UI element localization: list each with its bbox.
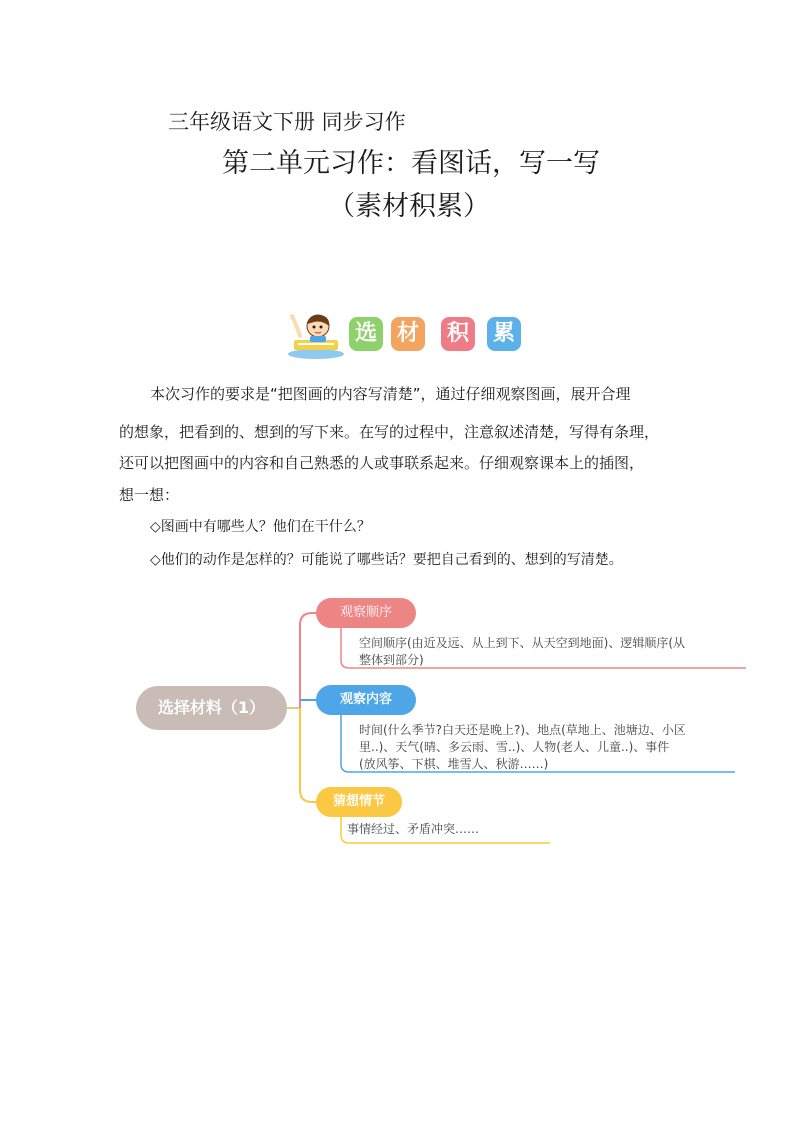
branch-observe-order-detail xyxy=(359,635,739,669)
branch-observe-content: 观察内容 xyxy=(316,685,416,715)
mindmap-root: 选择材料（1） xyxy=(136,686,287,730)
doc-subtitle: （素材积累） xyxy=(328,191,490,222)
banner-char-4: 累 xyxy=(487,317,521,351)
bullet-question-1: ◇图画中有哪些人？他们在干什么？ xyxy=(150,519,371,535)
paragraph-line-4: 想一想： xyxy=(119,486,180,504)
banner-char-3: 积 xyxy=(441,317,475,351)
branch-observe-content-detail xyxy=(359,722,731,773)
paragraph-line-2: 的想象，把看到的、想到的写下来。在写的过程中，注意叙述清楚，写得有条理， xyxy=(119,423,660,441)
leaf-line: 里..)、天气(晴、多云雨、雪..)、人物(老人、儿童..)、事件 xyxy=(359,740,670,754)
branch-observe-order: 观察顺序 xyxy=(316,598,416,628)
paragraph-line-3: 还可以把图画中的内容和自己熟悉的人或事联系起来。仔细观察课本上的插图， xyxy=(119,454,645,472)
branch-guess-plot-detail: 事情经过、矛盾冲突…… xyxy=(347,822,480,836)
doc-header-grade: 三年级语文下册 同步习作 xyxy=(168,110,406,134)
leaf-line: 时间(什么季节?白天还是晚上?)、地点(草地上、池塘边、小区 xyxy=(359,723,686,737)
banner-char-1: 选 xyxy=(349,317,383,351)
bullet-question-2: ◇他们的动作是怎样的？可能说了哪些话？要把自己看到的、想到的写清楚。 xyxy=(150,552,623,568)
paragraph-line-1: 本次习作的要求是“把图画的内容写清楚”，通过仔细观察图画，展开合理 xyxy=(150,385,631,403)
leaf-line: 空间顺序(由近及远、从上到下、从天空到地面)、逻辑顺序(从 xyxy=(359,636,686,650)
leaf-line: 整体到部分) xyxy=(359,653,424,667)
banner-char-2: 材 xyxy=(391,317,425,351)
doc-title: 第二单元习作：看图话，写一写 xyxy=(222,148,600,179)
leaf-line: (放风筝、下棋、堆雪人、秋游……) xyxy=(359,757,549,771)
branch-guess-plot: 猜想情节 xyxy=(316,787,402,817)
